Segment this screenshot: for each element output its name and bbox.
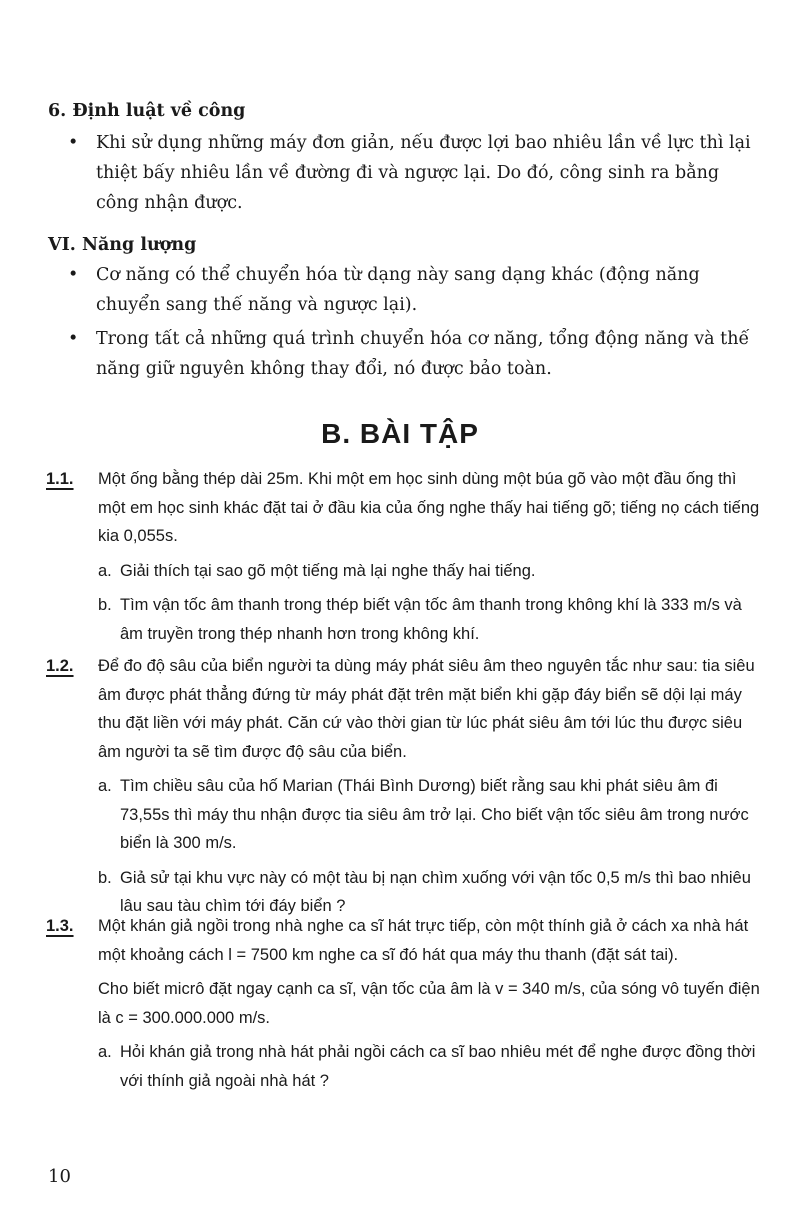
exercise-number: 1.2. <box>46 657 74 675</box>
sub-label: b. <box>98 868 112 887</box>
exercise-text: Để đo độ sâu của biển người ta dùng máy phát siêu âm theo nguyên tắc như sau: tia siêu âm được phát thẳng đứng từ máy phát đặt trên mặt biển khi gặp đáy biển sẽ dội lại máy thu đặt liền với máy phát. Căn cứ vào thời gian từ lúc phát siêu âm tới lúc thu được siêu âm người ta sẽ tìm được độ sâu của biển. <box>98 657 755 761</box>
sub-question <box>98 1038 760 1095</box>
exercise-text: Một khán giả ngồi trong nhà nghe ca sĩ hát trực tiếp, còn một thính giả ở cách xa nhà hát một khoảng cách l = 7500 km nghe ca sĩ đó hát qua máy thu thanh (đặt sát tai). <box>98 917 749 964</box>
section-vi <box>48 230 758 384</box>
section-heading: VI. Năng lượng <box>48 235 197 255</box>
sub-text: Tìm chiều sâu của hố Marian (Thái Bình Dương) biết rằng sau khi phát siêu âm đi 73,55s thì máy thu nhận được tia siêu âm trở lại. Cho biết vận tốc siêu âm trong nước biển là 300 m/s. <box>120 777 749 852</box>
bullet-item <box>48 128 758 218</box>
sub-text: Giải thích tại sao gõ một tiếng mà lại nghe thấy hai tiếng. <box>120 561 536 580</box>
bullet-item <box>48 324 758 384</box>
bullet-dot: • <box>68 329 79 349</box>
bullet-text: Cơ năng có thể chuyển hóa từ dạng này sang dạng khác (động năng chuyển sang thế năng và ngược lại). <box>96 265 700 315</box>
exercise-1-3 <box>46 912 760 1095</box>
bullet-text: Trong tất cả những quá trình chuyển hóa cơ năng, tổng động năng và thế năng giữ nguyên không thay đổi, nó được bảo toàn. <box>96 329 750 379</box>
section-heading: 6. Định luật về công <box>48 101 246 121</box>
sub-text: Tìm vận tốc âm thanh trong thép biết vận tốc âm thanh trong không khí là 333 m/s và âm truyền trong thép nhanh hơn trong không khí. <box>120 596 742 643</box>
bullet-dot: • <box>68 133 79 153</box>
bullet-dot: • <box>68 265 79 285</box>
sub-text: Giả sử tại khu vực này có một tàu bị nạn chìm xuống với vận tốc 0,5 m/s thì bao nhiêu lâu sau tàu chìm tới đáy biển ? <box>120 868 751 915</box>
bullet-text: Khi sử dụng những máy đơn giản, nếu được lợi bao nhiêu lần về lực thì lại thiệt bấy nhiêu lần về đường đi và ngược lại. Do đó, công sinh ra bằng công nhận được. <box>96 133 751 213</box>
exercise-number: 1.3. <box>46 917 74 935</box>
sub-label: a. <box>98 1043 112 1061</box>
exercise-number: 1.1. <box>46 470 74 488</box>
page-number: 10 <box>48 1166 71 1187</box>
sub-label: a. <box>98 777 112 795</box>
exercise-1-1 <box>46 465 760 648</box>
sub-label: a. <box>98 561 112 580</box>
exercise-text-2: Cho biết micrô đặt ngay cạnh ca sĩ, vận tốc của âm là v = 340 m/s, của sóng vô tuyến điện là c = 300.000.000 m/s. <box>98 980 760 1027</box>
sub-question <box>98 772 760 858</box>
sub-text: Hỏi khán giả trong nhà hát phải ngồi cách ca sĩ bao nhiêu mét để nghe được đồng thời với thính giả ngoài nhà hát ? <box>120 1043 756 1090</box>
exercise-1-2 <box>46 652 760 921</box>
sub-label: b. <box>98 596 112 614</box>
exercise-text: Một ống bằng thép dài 25m. Khi một em học sinh dùng một búa gõ vào một đầu ống thì một em học sinh khác đặt tai ở đầu kia của ống nghe thấy hai tiếng gõ; tiếng nọ cách tiếng kia 0,055s. <box>98 470 760 545</box>
bullet-item <box>48 260 758 320</box>
sub-question <box>98 557 760 586</box>
part-title: B. BÀI TẬP <box>321 418 479 449</box>
sub-question <box>98 591 760 648</box>
section-6 <box>48 96 758 218</box>
